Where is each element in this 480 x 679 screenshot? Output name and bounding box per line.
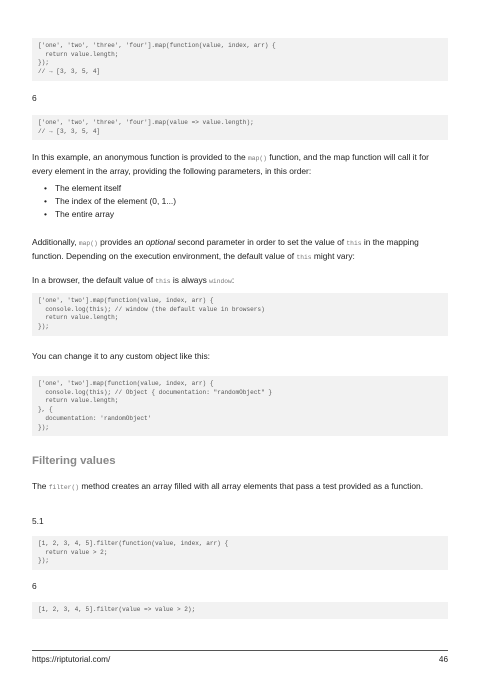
inline-code: this bbox=[155, 278, 171, 285]
version-label: 6 bbox=[32, 581, 37, 591]
version-label: 6 bbox=[32, 93, 37, 103]
paragraph-browser-default: In a browser, the default value of this is always window: bbox=[32, 275, 235, 285]
list-item: • The entire array bbox=[44, 208, 176, 221]
list-item: • The element itself bbox=[44, 182, 176, 195]
parameter-list bbox=[44, 182, 176, 221]
code-block-filter-arrow: [1, 2, 3, 4, 5].filter(value => value > 2); bbox=[32, 602, 448, 619]
paragraph-this-arg: Additionally, map() provides an optional second parameter in order to set the value of this in the mapping function. Depending on the execution environment, the default value of this might vary: bbox=[32, 237, 419, 261]
inline-code: filter() bbox=[48, 484, 79, 491]
inline-code: map() bbox=[248, 155, 267, 162]
footer-divider bbox=[32, 650, 448, 651]
code-block-map-this-window: ['one', 'two'].map(function(value, index, arr) { console.log(this); // window (the default value in browsers) return value.length; }); bbox=[32, 293, 448, 336]
inline-code: window bbox=[209, 278, 232, 285]
version-label: 5.1 bbox=[32, 516, 44, 526]
code-block-map-this-object: ['one', 'two'].map(function(value, index, arr) { console.log(this); // Object { documentation: "randomObject" } return value.length; }, { documentation: 'randomObject' }); bbox=[32, 376, 448, 436]
list-item: • The index of the element (0, 1...) bbox=[44, 195, 176, 208]
inline-code: this bbox=[346, 240, 362, 247]
paragraph-filter: The filter() method creates an array filled with all array elements that pass a test provided as a function. bbox=[32, 481, 424, 491]
code-block-map-function: ['one', 'two', 'three', 'four'].map(function(value, index, arr) { return value.length; }); // → [3, 3, 5, 4] bbox=[32, 38, 448, 81]
page-number: 46 bbox=[438, 655, 448, 664]
code-block-map-arrow: ['one', 'two', 'three', 'four'].map(value => value.length); // → [3, 3, 5, 4] bbox=[32, 115, 448, 140]
footer-url[interactable]: https://riptutorial.com/ bbox=[32, 655, 111, 664]
code-block-filter-function: [1, 2, 3, 4, 5].filter(function(value, index, arr) { return value > 2; }); bbox=[32, 536, 448, 570]
inline-code: map() bbox=[78, 240, 98, 247]
section-heading-filtering: Filtering values bbox=[32, 455, 116, 467]
inline-code: this bbox=[296, 254, 312, 261]
paragraph-custom-object: You can change it to any custom object like this: bbox=[32, 351, 210, 361]
paragraph-map-params: In this example, an anonymous function is provided to the map() function, and the map function will call it for every element in the array, providing the following parameters, in this order: bbox=[32, 152, 429, 176]
